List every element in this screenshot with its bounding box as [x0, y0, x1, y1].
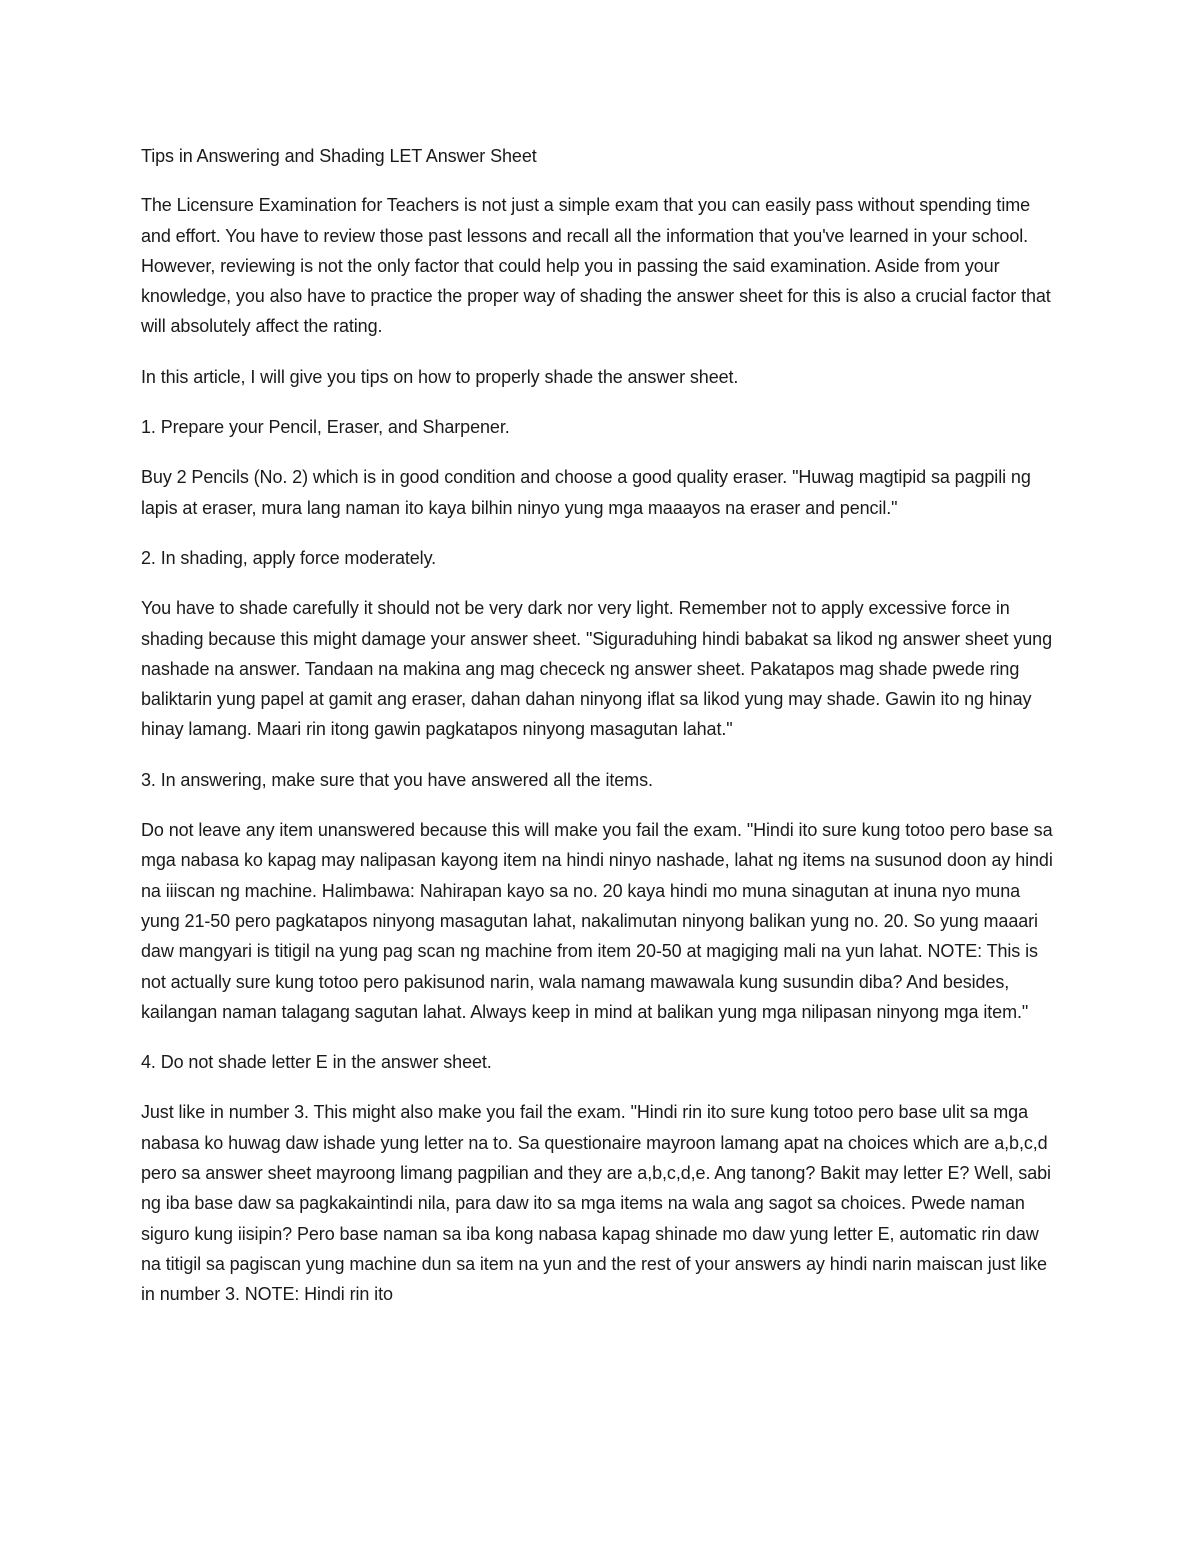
tip-1-body: Buy 2 Pencils (No. 2) which is in good condition and choose a good quality eraser. "Huwag magtipid sa pagpili ng lapis at eraser, mura lang naman ito kaya bilhin ninyo yung mga maaayos na eraser and pencil."	[141, 467, 1031, 518]
article-purpose-paragraph: In this article, I will give you tips on how to properly shade the answer sheet.	[141, 366, 739, 387]
intro-paragraph: The Licensure Examination for Teachers is not just a simple exam that you can easily pass without spending time and effort. You have to review those past lessons and recall all the information that you've learned in your school. However, reviewing is not the only factor that could help you in passing the said examination. Aside from your knowledge, you also have to practice the proper way of shading the answer sheet for this is also a crucial factor that will absolutely affect the rating.	[141, 195, 1051, 337]
tip-4-body: Just like in number 3. This might also make you fail the exam. "Hindi rin ito sure kung totoo pero base ulit sa mga nabasa ko huwag daw ishade yung letter na to. Sa questionaire mayroon lamang apat na choices which are a,b,c,d pero sa answer sheet mayroong limang pagpilian and they are a,b,c,d,e. Ang tanong? Bakit may letter E? Well, sabi ng iba base daw sa pagkakaintindi nila, para daw ito sa mga items na wala ang sagot sa choices. Pwede naman siguro kung iisipin? Pero base naman sa iba kong nabasa kapag shinade mo daw yung letter E, automatic rin daw na titigil sa pagiscan yung machine dun sa item na yun and the rest of your answers ay hindi narin maiscan just like in number 3. NOTE: Hindi rin ito	[141, 1102, 1051, 1305]
tip-2-heading: 2. In shading, apply force moderately.	[141, 547, 437, 568]
tip-1-heading: 1. Prepare your Pencil, Eraser, and Sharpener.	[141, 417, 510, 438]
document-title: Tips in Answering and Shading LET Answer Sheet	[141, 146, 537, 166]
tip-4-heading: 4. Do not shade letter E in the answer sheet.	[141, 1052, 492, 1073]
tip-3-heading: 3. In answering, make sure that you have answered all the items.	[141, 769, 653, 790]
tip-2-body: You have to shade carefully it should not be very dark nor very light. Remember not to apply excessive force in shading because this might damage your answer sheet. "Siguraduhing hindi babakat sa likod ng answer sheet yung nashade na answer. Tandaan na makina ang mag chececk ng answer sheet. Pakatapos mag shade pwede ring baliktarin yung papel at gamit ang eraser, dahan dahan ninyong iflat sa likod yung may shade. Gawin ito ng hinay hinay lamang. Maari rin itong gawin pagkatapos ninyong masagutan lahat."	[141, 598, 1052, 740]
tip-3-body: Do not leave any item unanswered because this will make you fail the exam. "Hindi ito sure kung totoo pero base sa mga nabasa ko kapag may nalipasan kayong item na hindi ninyo nashade, lahat ng items na susunod doon ay hindi na iiiscan ng machine. Halimbawa: Nahirapan kayo sa no. 20 kaya hindi mo muna sinagutan at inuna nyo muna yung 21-50 pero pagkatapos ninyong masagutan lahat, nakalimutan ninyong balikan yung no. 20. So yung maaari daw mangyari is titigil na yung pag scan ng machine from item 20-50 at magiging mali na yun lahat. NOTE: This is not actually sure kung totoo pero pakisunod narin, wala namang mawawala kung susundin diba? And besides, kailangan naman talagang sagutan lahat. Always keep in mind at balikan yung mga nilipasan ninyong mga item."	[141, 820, 1053, 1022]
document-body	[141, 141, 1059, 1330]
